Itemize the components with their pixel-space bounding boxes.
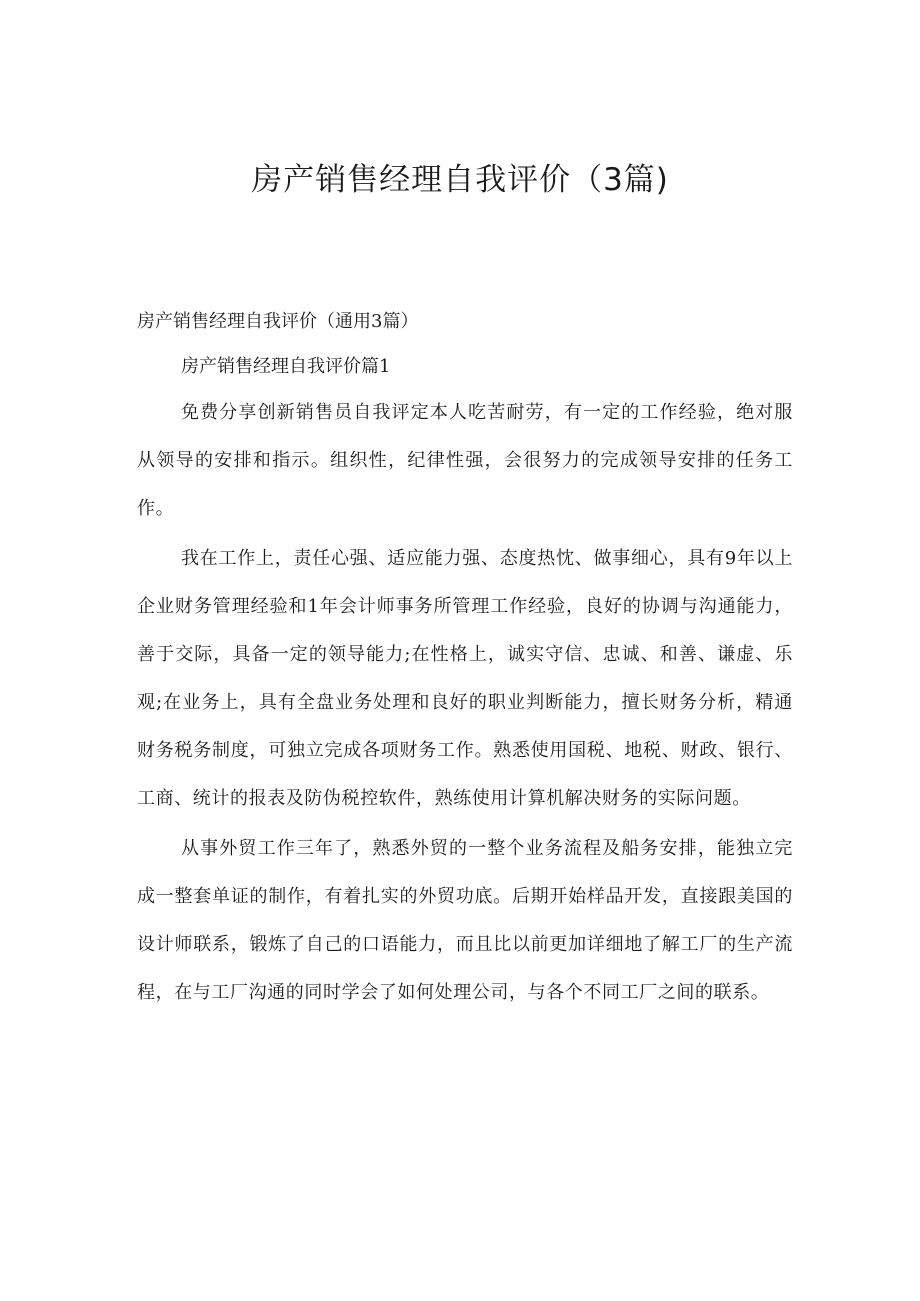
document-subtitle: 房产销售经理自我评价（通用3篇） (137, 311, 419, 332)
paragraph-1: 免费分享创新销售员自我评定本人吃苦耐劳，有一定的工作经验，绝对服从领导的安排和指示。组织性，纪律性强，会很努力的完成领导安排的任务工作。 (137, 402, 793, 519)
document-title: 房产销售经理自我评价（3篇) (251, 162, 669, 198)
document-body (137, 308, 793, 1017)
paragraph-3: 从事外贸工作三年了，熟悉外贸的一整个业务流程及船务安排，能独立完成一整套单证的制作，有着扎实的外贸功底。后期开始样品开发，直接跟美国的设计师联系，锻炼了自己的口语能力，而且比以前更加详细地了解工厂的生产流程，在与工厂沟通的同时学会了如何处理公司，与各个不同工厂之间的联系。 (137, 838, 793, 1003)
paragraph-2: 我在工作上，责任心强、适应能力强、态度热忱、做事细心，具有9年以上企业财务管理经验和1年会计师事务所管理工作经验，良好的协调与沟通能力，善于交际，具备一定的领导能力;在性格上，诚实守信、忠诚、和善、谦虚、乐观;在业务上，具有全盘业务处理和良好的职业判断能力，擅长财务分析，精通财务税务制度，可独立完成各项财务工作。熟悉使用国税、地税、财政、银行、工商、统计的报表及防伪税控软件，熟练使用计算机解决财务的实际问题。 (137, 548, 793, 809)
section-heading: 房产销售经理自我评价篇1 (181, 356, 391, 377)
